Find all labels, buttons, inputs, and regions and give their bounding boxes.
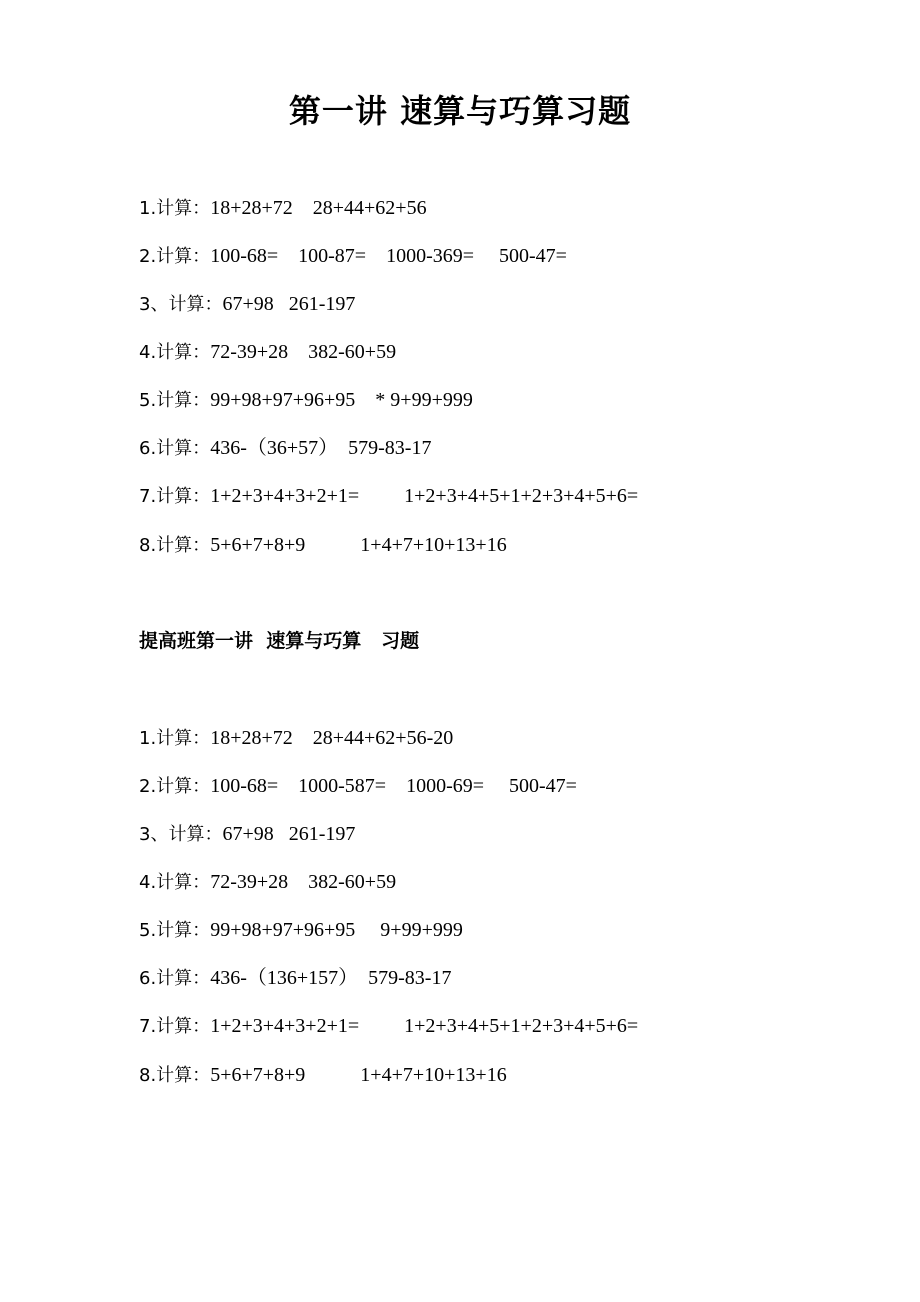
exercise-item [139, 867, 396, 897]
exercise-label: 4.计算： [139, 872, 211, 893]
exercise-expression: 5+6+7+8+9 1+4+7+10+13+16 [210, 1064, 507, 1086]
exercise-item [139, 193, 427, 223]
exercise-expression: 1+2+3+4+3+2+1= 1+2+3+4+5+1+2+3+4+5+6= [210, 485, 639, 507]
exercise-label: 5.计算： [139, 920, 211, 941]
exercise-label: 5.计算： [139, 390, 211, 411]
exercise-label: 2.计算： [139, 776, 211, 797]
exercise-item [139, 530, 507, 560]
exercise-item [139, 1011, 638, 1041]
exercise-label: 7.计算： [139, 486, 211, 507]
exercise-item [139, 723, 453, 753]
exercise-label: 3、计算： [139, 824, 223, 845]
exercise-item [139, 385, 473, 415]
exercise-label: 6.计算： [139, 438, 211, 459]
exercise-label: 3、计算： [139, 294, 223, 315]
exercise-expression: 99+98+97+96+95 * 9+99+999 [210, 389, 473, 411]
exercise-expression: 100-68= 100-87= 1000-369= 500-47= [210, 245, 567, 267]
exercise-expression: 67+98 261-197 [222, 823, 356, 845]
exercise-item [139, 819, 355, 849]
exercise-item [139, 241, 567, 271]
section-subtitle: 提高班第一讲 速算与巧算 习题 [139, 630, 420, 652]
exercise-label: 1.计算： [139, 728, 211, 749]
exercise-expression: 100-68= 1000-587= 1000-69= 500-47= [210, 775, 577, 797]
exercise-item [139, 1060, 507, 1090]
exercise-item [139, 433, 431, 463]
exercise-expression: 5+6+7+8+9 1+4+7+10+13+16 [210, 534, 507, 556]
exercise-expression: 72-39+28 382-60+59 [210, 871, 397, 893]
exercise-expression: 436-（36+57） 579-83-17 [210, 437, 432, 459]
exercise-item [139, 963, 451, 993]
exercise-label: 6.计算： [139, 968, 211, 989]
exercise-expression: 99+98+97+96+95 9+99+999 [210, 919, 463, 941]
exercise-label: 1.计算： [139, 198, 211, 219]
exercise-expression: 436-（136+157） 579-83-17 [210, 967, 452, 989]
exercise-expression: 18+28+72 28+44+62+56 [210, 197, 427, 219]
exercise-label: 8.计算： [139, 535, 211, 556]
exercise-expression: 18+28+72 28+44+62+56-20 [210, 727, 454, 749]
exercise-expression: 1+2+3+4+3+2+1= 1+2+3+4+5+1+2+3+4+5+6= [210, 1015, 639, 1037]
exercise-label: 2.计算： [139, 246, 211, 267]
exercise-item [139, 481, 638, 511]
exercise-label: 4.计算： [139, 342, 211, 363]
exercise-item [139, 771, 577, 801]
exercise-expression: 72-39+28 382-60+59 [210, 341, 397, 363]
exercise-label: 8.计算： [139, 1065, 211, 1086]
exercise-item [139, 289, 355, 319]
exercise-label: 7.计算： [139, 1016, 211, 1037]
exercise-item [139, 337, 396, 367]
exercise-item [139, 915, 463, 945]
exercise-expression: 67+98 261-197 [222, 293, 356, 315]
page-title: 第一讲 速算与巧算习题 [288, 92, 632, 130]
